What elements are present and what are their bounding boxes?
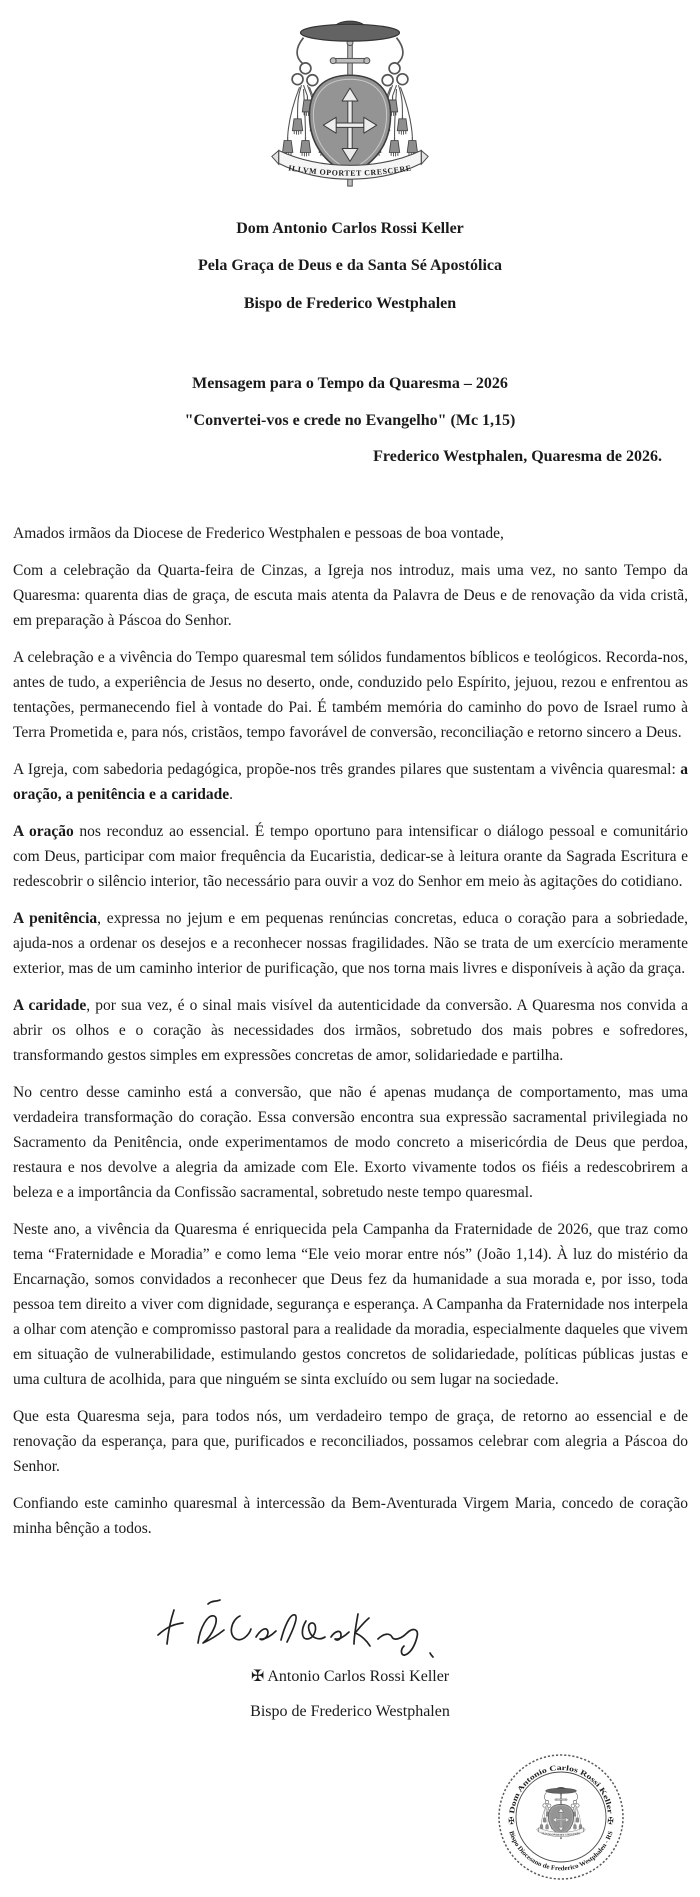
letterhead-bishop-name: Dom Antonio Carlos Rossi Keller [236,220,464,237]
dateline: Frederico Westphalen, Quaresma de 2026. [373,448,662,465]
message-title: Mensagem para o Tempo da Quaresma – 2026 [192,375,508,392]
letterhead-bishop-title: Bispo de Frederico Westphalen [243,295,457,312]
body-paragraphs [13,521,688,1553]
paragraph: A oração nos reconduz ao essencial. É tempo oportuno para intensificar o diálogo pessoal e comunitário com Deus, participar com maior frequência da Eucaristia, dedicar-se à leitura orante da Sagrada Escritura e redescobrir o silêncio interior, tão necessário para ouvir a voz do Senhor em meio às agitações do cotidiano. [13,823,688,890]
message-epigraph: "Convertei-vos e crede no Evangelho" (Mc 1,15) [184,412,516,429]
coat-of-arms-image [250,6,450,194]
paragraph: Que esta Quaresma seja, para todos nós, um verdadeiro tempo de graça, de retorno ao essencial e de renovação da esperança, para que, purificados e reconciliados, possamos celebrar com alegria a Páscoa do Senhor. [13,1408,688,1475]
episcopal-seal-icon [496,1752,626,1882]
paragraph: Confiando este caminho quaresmal à intercessão da Bem-Aventurada Virgem Maria, concedo de coração minha bênção a todos. [13,1495,688,1537]
bishop-coat-of-arms-icon [250,6,450,194]
paragraph: Amados irmãos da Diocese de Frederico Westphalen e pessoas de boa vontade, [13,525,504,542]
letterhead-by-grace: Pela Graça de Deus e da Santa Sé Apostólica [198,257,502,274]
paragraph: A caridade, por sua vez, é o sinal mais visível da autenticidade da conversão. A Quaresma nos convida a abrir os olhos e o coração às necessidades dos irmãos, sobretudo dos mais pobres e sofredores, transformando gestos simples em expressões concretas de amor, solidariedade e partilha. [13,997,688,1064]
handwritten-signature [148,1593,448,1665]
signature-role: Bispo de Frederico Westphalen [250,1703,450,1720]
paragraph: A Igreja, com sabedoria pedagógica, propõe-nos três grandes pilares que sustentam a vivência quaresmal: a oração, a penitência e a caridade. [13,761,688,803]
seal-top-text: ✠ Dom Antonio Carlos Rossi Keller ✠ [506,1762,616,1826]
paragraph: A penitência, expressa no jejum e em pequenas renúncias concretas, educa o coração para a sobriedade, ajuda-nos a ordenar os desejos e a reconhecer nossas fragilidades. Não se trata de um exercício meramente exterior, mas de um caminho interior de purificação, que nos torna mais livres e disponíveis à ação da graça. [13,910,688,977]
paragraph: Com a celebração da Quarta-feira de Cinzas, a Igreja nos introduz, mais uma vez, no santo Tempo da Quaresma: quarenta dias de graça, de escuta mais atenta da Palavra de Deus e de renovação da vida cristã, em preparação à Páscoa do Senhor. [13,562,688,629]
signature-script-icon [148,1593,448,1665]
episcopal-seal [496,1752,626,1882]
seal-bottom-text: Bispo Diocesano de Frederico Westphalen - RS [507,1830,615,1873]
paragraph: Neste ano, a vivência da Quaresma é enriquecida pela Campanha da Fraternidade de 2026, que traz como tema “Fraternidade e Moradia” e como lema “Ele veio morar entre nós” (João 1,14). À luz do mistério da Encarnação, somos convidados a reconhecer que Deus fez da humanidade a sua morada e, por isso, toda pessoa tem direito a viver com dignidade, segurança e esperança. A Campanha da Fraternidade nos interpela a olhar com atenção e compromisso pastoral para a realidade da moradia, especialmente daqueles que vivem em situação de vulnerabilidade, estimulando gestos concretos de solidariedade, políticas públicas justas e uma cultura de acolhida, para que ninguém se sinta excluído ou sem lugar na sociedade. [13,1221,688,1388]
signature-name: ✠ Antonio Carlos Rossi Keller [250,1668,450,1685]
paragraph: No centro desse caminho está a conversão, que não é apenas mudança de comportamento, mas uma verdadeira transformação do coração. Essa conversão encontra sua expressão sacramental privilegiada no Sacramento da Penitência, onde experimentamos de modo concreto a misericórdia de Deus que perdoa, restaura e nos devolve a alegria da amizade com Ele. Exorto vivamente todos os fiéis a redescobrirem a beleza e a importância da Confissão sacramental, sobretudo neste tempo quaresmal. [13,1084,688,1201]
paragraph: A celebração e a vivência do Tempo quaresmal tem sólidos fundamentos bíblicos e teológicos. Recorda-nos, antes de tudo, a experiência de Jesus no deserto, onde, conduzido pelo Espírito, jejuou, rezou e enfrentou as tentações, permanecendo fiel à vontade do Pai. É também memória do caminho do povo de Israel rumo à Terra Prometida e, para nós, cristãos, tempo favorável de conversão, reconciliação e retorno sincero a Deus. [13,649,688,741]
